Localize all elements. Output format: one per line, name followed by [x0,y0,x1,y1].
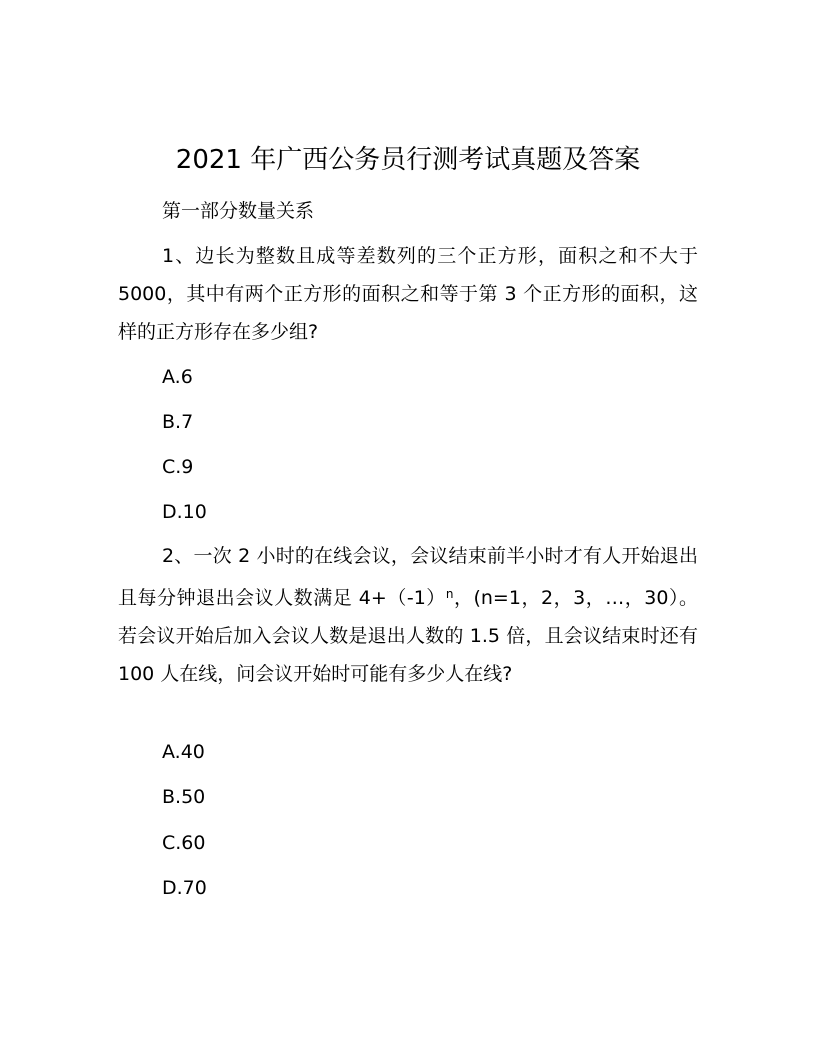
section-heading: 第一部分数量关系 [162,200,315,222]
q1-option-c: C.9 [162,456,194,478]
q2-option-c: C.60 [162,832,206,854]
q1-option-d: D.10 [162,501,207,523]
question-2-text-part2: ，(n=1，2，3，…，30）。若会议开始后加入会议人数是退出人数的 1.5 倍，且会议结束时还有 100 人在线，问会议开始时可能有多少人在线? [118,587,698,685]
page-title: 2021 年广西公务员行测考试真题及答案 [175,145,641,175]
question-2-exponent: n [445,587,454,601]
q2-option-d: D.70 [162,877,207,899]
question-2 [118,537,698,693]
q2-option-b: B.50 [162,786,206,808]
q1-option-a: A.6 [162,366,193,388]
question-2-text-part1: 2、一次 2 小时的在线会议，会议结束前半小时才有人开始退出且每分钟退出会议人数满足 4+（-1） [118,545,698,609]
q2-option-a: A.40 [162,741,205,763]
question-1: 1、边长为整数且成等差数列的三个正方形，面积之和不大于 5000，其中有两个正方形的面积之和等于第 3 个正方形的面积，这样的正方形存在多少组? [118,245,698,343]
q1-option-b: B.7 [162,411,194,433]
